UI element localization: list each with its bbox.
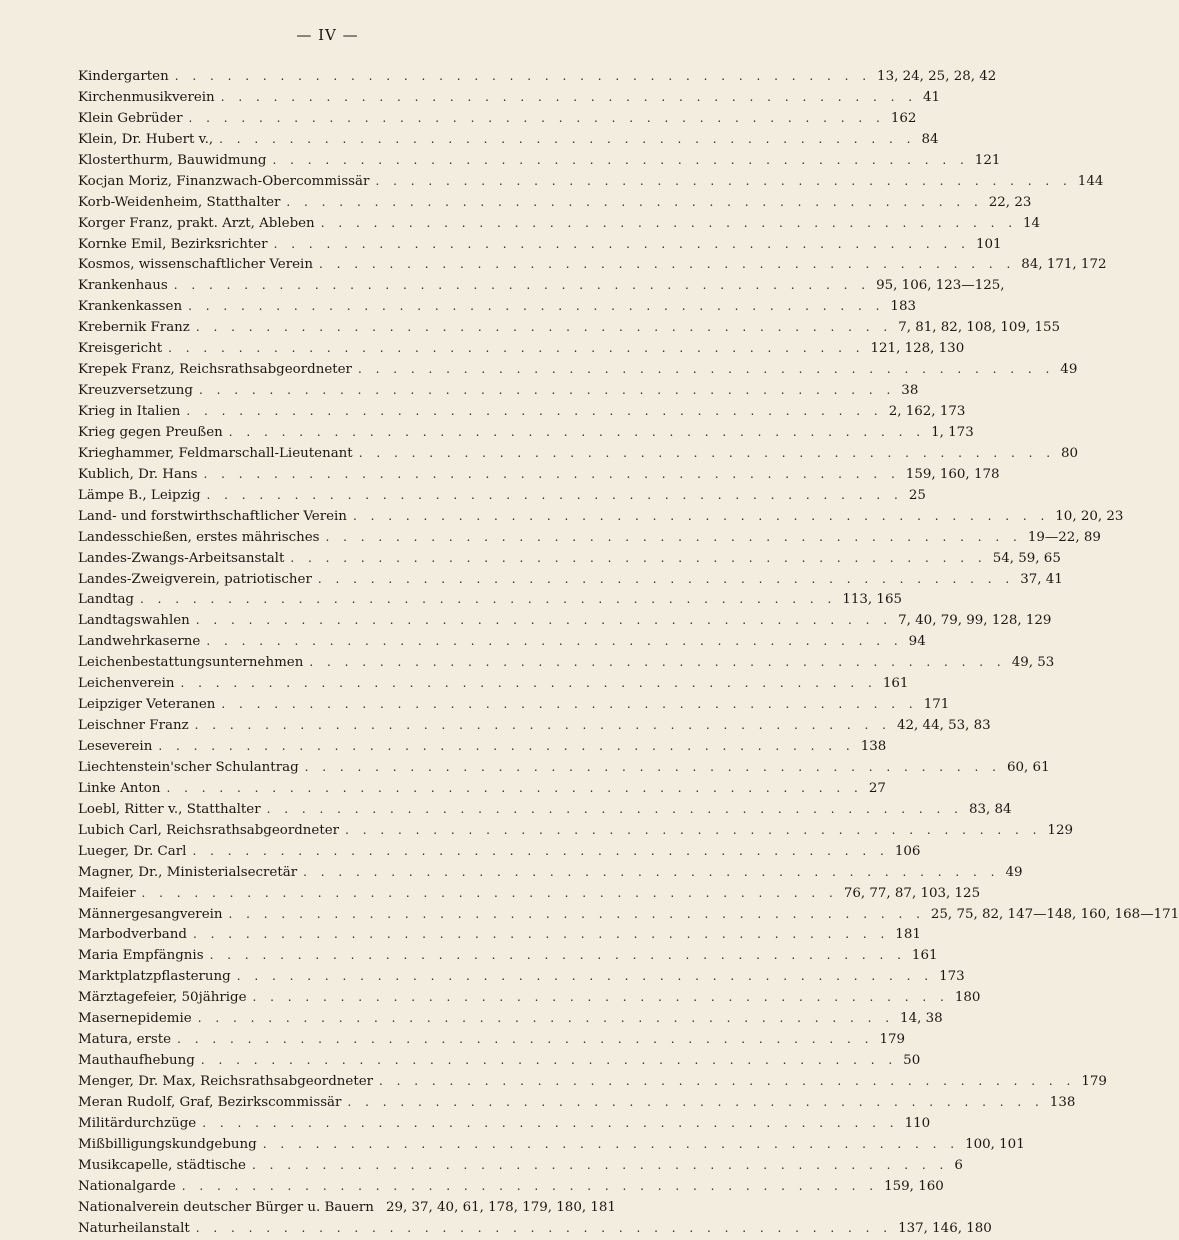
index-entry (78, 380, 919, 401)
dot-leader: . . . . . . . . . . . . . . . . . . . . . . . . . . . . . . . . . . . . . . . . (309, 655, 1006, 670)
dot-leader: . . . . . . . . . . . . . . . . . . . . . . . . . . . . . . . . . . . . . . . . (177, 1032, 874, 1047)
index-entry (78, 924, 921, 945)
dot-leader: . . . . . . . . . . . . . . . . . . . . . . . . . . . . . . . . . . . . . . . . (186, 404, 883, 418)
dot-leader: . . . . . . . . . . . . . . . . . . . . . . . . . . . . . . . . . . . . . . . . (262, 1136, 960, 1151)
entry-term: Märztagefeier, 50jährige (78, 990, 247, 1006)
entry-pages: 138 (860, 739, 887, 754)
entry-pages: 121, 128, 130 (870, 341, 965, 357)
entry-pages: 49 (1005, 864, 1023, 880)
entry-term: Kirchenmusikverein (78, 89, 215, 105)
index-entry (78, 1029, 906, 1050)
entry-pages: 7, 40, 79, 99, 128, 129 (898, 613, 1052, 629)
dot-leader: . . . . . . . . . . . . . . . . . . . . . . . . . . . . . . . . . . . . . . . . (228, 424, 926, 439)
index-entry (78, 275, 1005, 296)
entry-term: Krieg gegen Preußen (78, 424, 223, 440)
entry-term: Naturheilanstalt (78, 1220, 190, 1236)
dot-leader: . . . . . . . . . . . . . . . . . . . . . . . . . . . . . . . . . . . . . . . . (228, 906, 925, 921)
entry-pages: 179 (1081, 1074, 1107, 1089)
entry-pages: 49 (1060, 362, 1078, 378)
index-entry (78, 234, 1002, 255)
dot-leader: . . . . . . . . . . . . . . . . . . . . . . . . . . . . . . . . . . . . . . . . (158, 739, 855, 753)
index-entry (78, 694, 950, 715)
dot-leader: . . . . . . . . . . . . . . . . . . . . . . . . . . . . . . . . . . . . . . . . (303, 864, 1000, 879)
entry-pages: 19—22, 89 (1027, 529, 1101, 545)
entry-term: Kornke Emil, Bezirksrichter (78, 236, 268, 252)
entry-term: Leseverein (78, 739, 153, 754)
index-entry (78, 548, 1061, 569)
entry-term: Leichenverein (78, 676, 175, 692)
index-entry (78, 1134, 1025, 1155)
dot-leader: . . . . . . . . . . . . . . . . . . . . . . . . . . . . . . . . . . . . . . . . (286, 194, 983, 209)
entry-pages: 7, 81, 82, 108, 109, 155 (898, 320, 1061, 336)
dot-leader: . . . . . . . . . . . . . . . . . . . . . . . . . . . . . . . . . . . . . . . . (318, 257, 1016, 272)
index-entry (78, 1050, 921, 1071)
entry-term: Krieghammer, Feldmarschall-Lieutenant (78, 445, 353, 461)
index-entry (78, 904, 1179, 925)
entry-pages: 95, 106, 123—125, (876, 278, 1005, 294)
entry-pages: 80 (1061, 445, 1079, 461)
entry-pages: 13, 24, 25, 28, 42 (877, 69, 997, 84)
entry-term: Nationalgarde (78, 1178, 176, 1194)
index-entry (78, 987, 981, 1008)
index-entry (78, 736, 887, 757)
entry-pages: 113, 165 (842, 592, 902, 608)
entry-term: Männergesangverein (78, 906, 223, 922)
entry-pages: 37, 41 (1020, 571, 1063, 587)
entry-pages: 41 (923, 89, 941, 105)
index-entry (78, 66, 997, 87)
index-entries (78, 66, 1179, 1239)
entry-term: Kocjan Moriz, Finanzwach-Obercommissär (78, 173, 370, 189)
dot-leader: . . . . . . . . . . . . . . . . . . . . . . . . . . . . . . . . . . . . . . . . (358, 445, 1056, 460)
index-entry (78, 422, 974, 443)
index-entry (78, 338, 965, 359)
index-entry (78, 359, 1078, 380)
entry-pages: 162 (890, 110, 917, 126)
entry-pages: 110 (904, 1115, 931, 1131)
index-entry (78, 820, 1073, 841)
entry-term: Leischner Franz (78, 718, 189, 734)
index-entry (78, 778, 886, 799)
entry-term: Mauthaufhebung (78, 1053, 195, 1069)
dot-leader: . . . . . . . . . . . . . . . . . . . . . . . . . . . . . . . . . . . . . . . . (375, 173, 1072, 188)
index-entry (78, 1071, 1107, 1092)
entry-pages: 49, 53 (1011, 655, 1055, 671)
entry-pages: 25, 75, 82, 147—148, 160, 168—171 (930, 906, 1179, 922)
dot-leader: . . . . . . . . . . . . . . . . . . . . . . . . . . . . . . . . . . . . . . . . (236, 969, 934, 984)
index-entry (78, 610, 1052, 631)
entry-term: Loebl, Ritter v., Statthalter (78, 801, 261, 817)
entry-pages: 138 (1049, 1094, 1076, 1110)
entry-pages: 180 (954, 990, 981, 1006)
index-entry (78, 171, 1104, 192)
entry-term: Korb-Weidenheim, Statthalter (78, 194, 281, 210)
entry-pages: 54, 59, 65 (992, 550, 1061, 566)
dot-leader: . . . . . . . . . . . . . . . . . . . . . . . . . . . . . . . . . . . . . . . . (202, 1115, 899, 1130)
entry-pages: 183 (890, 299, 916, 315)
dot-leader: . . . . . . . . . . . . . . . . . . . . . . . . . . . . . . . . . . . . . . . . (141, 885, 838, 900)
entry-term: Kreisgericht (78, 341, 163, 357)
entry-term: Krieg in Italien (78, 404, 181, 419)
entry-pages: 84, 171, 172 (1021, 257, 1107, 273)
index-entry (78, 883, 981, 904)
dot-leader: . . . . . . . . . . . . . . . . . . . . . . . . . . . . . . . . . . . . . . . . (140, 592, 837, 607)
entry-term: Korger Franz, prakt. Arzt, Ableben (78, 215, 315, 231)
entry-pages: 161 (882, 676, 909, 692)
dot-leader: . . . . . . . . . . . . . . . . . . . . . . . . . . . . . . . . . . . . . . . . (174, 69, 872, 83)
index-entry (78, 673, 909, 694)
entry-pages: 14 (1023, 215, 1041, 231)
entry-term: Meran Rudolf, Graf, Bezirkscommissär (78, 1094, 342, 1110)
dot-leader: . . . . . . . . . . . . . . . . . . . . . . . . . . . . . . . . . . . . . . . . (317, 571, 1015, 586)
entry-term: Kreuzversetzung (78, 383, 193, 399)
entry-term: Klein, Dr. Hubert v., (78, 131, 214, 147)
dot-leader: . . . . . . . . . . . . . . . . . . . . . . . . . . . . . . . . . . . . . . . . (220, 89, 918, 104)
entry-term: Kublich, Dr. Hans (78, 466, 198, 482)
entry-pages: 161 (911, 948, 938, 964)
entry-pages: 84 (921, 131, 939, 147)
dot-leader: . . . . . . . . . . . . . . . . . . . . . . . . . . . . . . . . . . . . . . . . (195, 320, 893, 335)
entry-term: Musikcapelle, städtische (78, 1157, 246, 1173)
entry-pages: 171 (923, 697, 950, 713)
dot-leader: . . . . . . . . . . . . . . . . . . . . . . . . . . . . . . . . . . . . . . . . (206, 487, 903, 502)
entry-term: Marbodverband (78, 927, 187, 943)
index-entry (78, 799, 1012, 820)
entry-term: Matura, erste (78, 1032, 172, 1048)
dot-leader: . . . . . . . . . . . . . . . . . . . . . . . . . . . . . . . . . . . . . . . . (173, 278, 871, 293)
dot-leader: . . . . . . . . . . . . . . . . . . . . . . . . . . . . . . . . . . . . . . . . (197, 1011, 895, 1026)
entry-pages: 22, 23 (988, 194, 1032, 210)
dot-leader: . . . . . . . . . . . . . . . . . . . . . . . . . . . . . . . . . . . . . . . . (304, 759, 1001, 774)
entry-term: Linke Anton (78, 780, 161, 796)
page-header: — IV — (296, 26, 359, 44)
entry-pages: 173 (939, 969, 965, 985)
entry-term: Landes-Zwangs-Arbeitsanstalt (78, 550, 285, 566)
entry-pages: 101 (975, 236, 1002, 252)
entry-pages: 76, 77, 87, 103, 125 (843, 885, 981, 901)
dot-leader: . . . . . . . . . . . . . . . . . . . . . . . . . . . . . . . . . . . . . . . . (209, 948, 906, 963)
entry-term: Krepek Franz, Reichsrathsabgeordneter (78, 362, 352, 378)
index-entry (78, 443, 1079, 464)
dot-leader: . . . . . . . . . . . . . . . . . . . . . . . . . . . . . . . . . . . . . . . . (290, 550, 987, 565)
entry-term: Maria Empfängnis (78, 948, 204, 964)
index-entry (78, 1218, 992, 1239)
entry-term: Militärdurchzüge (78, 1115, 197, 1131)
dot-leader: . . . . . . . . . . . . . . . . . . . . . . . . . . . . . . . . . . . . . . . . (181, 1178, 879, 1193)
dot-leader: . . . . . . . . . . . . . . . . . . . . . . . . . . . . . . . . . . . . . . . . (357, 362, 1055, 377)
index-entry (78, 296, 916, 317)
entry-pages: 100, 101 (965, 1136, 1025, 1152)
index-entry (78, 254, 1107, 275)
entry-term: Landesschießen, erstes mährisches (78, 529, 320, 545)
index-entry (78, 757, 1050, 778)
index-entry (78, 841, 921, 862)
entry-pages: 137, 146, 180 (898, 1220, 992, 1236)
entry-pages: 1, 173 (931, 424, 974, 440)
index-entry (78, 1092, 1076, 1113)
entry-pages: 179 (879, 1032, 906, 1048)
dot-leader: . . . . . . . . . . . . . . . . . . . . . . . . . . . . . . . . . . . . . . . . (203, 466, 900, 481)
dot-leader: . . . . . . . . . . . . . . . . . . . . . . . . . . . . . . . . . . . . . . . . (272, 152, 969, 167)
entry-term: Landtag (78, 592, 135, 608)
dot-leader: . . . . . . . . . . . . . . . . . . . . . . . . . . . . . . . . . . . . . . . . (221, 697, 918, 712)
dot-leader: . . . . . . . . . . . . . . . . . . . . . . . . . . . . . . . . . . . . . . . . (200, 1053, 898, 1068)
dot-leader: . . . . . . . . . . . . . . . . . . . . . . . . . . . . . . . . . . . . . . . . (219, 131, 916, 146)
dot-leader: . . . . . . . . . . . . . . . . . . . . . . . . . . . . . . . . . . . . . . . . (168, 341, 865, 356)
entry-term: Krankenhaus (78, 278, 168, 294)
index-entry (78, 589, 902, 610)
entry-term: Mißbilligungskundgebung (78, 1136, 257, 1152)
entry-pages: 159, 160, 178 (905, 466, 1000, 482)
entry-term: Kosmos, wissenschaftlicher Verein (78, 257, 313, 273)
entry-term: Leichenbestattungsunternehmen (78, 655, 304, 671)
dot-leader: . . . . . . . . . . . . . . . . . . . . . . . . . . . . . . . . . . . . . . . . (379, 1074, 1076, 1088)
dot-leader: . . . . . . . . . . . . . . . . . . . . . . . . . . . . . . . . . . . . . . . . (352, 508, 1050, 523)
dot-leader: . . . . . . . . . . . . . . . . . . . . . . . . . . . . . . . . . . . . . . . . (195, 613, 893, 628)
entry-term: Lueger, Dr. Carl (78, 843, 187, 859)
entry-term: Masernepidemie (78, 1011, 192, 1027)
entry-pages: 144 (1077, 173, 1104, 189)
dot-leader: . . . . . . . . . . . . . . . . . . . . . . . . . . . . . . . . . . . . . . . . (192, 927, 890, 942)
index-entry (78, 464, 1000, 485)
dot-leader: . . . . . . . . . . . . . . . . . . . . . . . . . . . . . . . . . . . . . . . . (251, 1157, 949, 1172)
entry-pages: 159, 160 (884, 1178, 944, 1194)
dot-leader: . . . . . . . . . . . . . . . . . . . . . . . . . . . . . . . . . . . . . . . . (345, 822, 1042, 837)
index-entry (78, 1008, 943, 1029)
index-entry (78, 652, 1055, 673)
entry-term: Klosterthurm, Bauwidmung (78, 152, 267, 168)
entry-term: Marktplatzpflasterung (78, 969, 231, 985)
dot-leader: . . . . . . . . . . . . . . . . . . . . . . . . . . . . . . . . . . . . . . . . (180, 676, 877, 691)
entry-pages: 42, 44, 53, 83 (897, 718, 991, 734)
dot-leader: . . . . . . . . . . . . . . . . . . . . . . . . . . . . . . . . . . . . . . . . (166, 780, 863, 795)
index-entry (78, 527, 1101, 548)
entry-term: Leipziger Veteranen (78, 697, 216, 713)
dot-leader: . . . . . . . . . . . . . . . . . . . . . . . . . . . . . . . . . . . . . . . . (188, 110, 885, 125)
entry-term: Krankenkassen (78, 299, 183, 315)
dot-leader: . . . . . . . . . . . . . . . . . . . . . . . . . . . . . . . . . . . . . . . . (320, 215, 1018, 230)
entry-pages: 27 (868, 780, 886, 796)
entry-pages: 10, 20, 23 (1055, 508, 1124, 524)
index-entry (78, 485, 926, 506)
index-entry (78, 631, 926, 652)
index-entry (78, 945, 938, 966)
entry-term: Kindergarten (78, 69, 169, 84)
entry-term: Liechtenstein'scher Schulantrag (78, 759, 299, 775)
entry-term: Menger, Dr. Max, Reichsrathsabgeordneter (78, 1074, 374, 1089)
index-entry (78, 129, 939, 150)
entry-term: Landwehrkaserne (78, 634, 201, 650)
entry-term: Landtagswahlen (78, 613, 190, 629)
entry-pages: 83, 84 (968, 801, 1012, 817)
dot-leader: . . . . . . . . . . . . . . . . . . . . . . . . . . . . . . . . . . . . . . . . (347, 1094, 1044, 1109)
index-entry (78, 1155, 963, 1176)
entry-term: Landes-Zweigverein, patriotischer (78, 571, 312, 587)
index-entry (78, 506, 1124, 527)
entry-term: Klein Gebrüder (78, 110, 183, 126)
dot-leader: . . . . . . . . . . . . . . . . . . . . . . . . . . . . . . . . . . . . . . . . (252, 990, 949, 1005)
entry-pages: 121 (974, 152, 1001, 168)
index-entry (78, 150, 1001, 171)
entry-pages: 129 (1047, 822, 1073, 838)
entry-pages: 50 (903, 1053, 921, 1069)
index-entry (78, 108, 917, 129)
index-entry (78, 569, 1063, 590)
index-entry (78, 1197, 616, 1218)
entry-pages: 60, 61 (1007, 759, 1050, 775)
entry-pages: 38 (901, 383, 919, 399)
index-entry (78, 715, 991, 736)
entry-term: Maifeier (78, 885, 136, 901)
entry-pages: 106 (894, 843, 921, 859)
dot-leader: . . . . . . . . . . . . . . . . . . . . . . . . . . . . . . . . . . . . . . . . (192, 843, 889, 858)
dot-leader: . . . . . . . . . . . . . . . . . . . . . . . . . . . . . . . . . . . . . . . . (273, 236, 970, 251)
dot-leader: . . . . . . . . . . . . . . . . . . . . . . . . . . . . . . . . . . . . . . . . (195, 1220, 893, 1235)
entry-pages: 6 (954, 1157, 963, 1173)
dot-leader: . . . . . . . . . . . . . . . . . . . . . . . . . . . . . . . . . . . . . . . . (198, 383, 896, 398)
entry-term: Land- und forstwirthschaftlicher Verein (78, 508, 347, 524)
entry-pages: 94 (908, 634, 926, 650)
index-entry (78, 1113, 931, 1134)
entry-pages: 181 (895, 927, 921, 943)
entry-term: Lämpe B., Leipzig (78, 487, 201, 503)
dot-leader: . . . . . . . . . . . . . . . . . . . . . . . . . . . . . . . . . . . . . . . . (188, 299, 885, 314)
entry-pages: 29, 37, 40, 61, 178, 179, 180, 181 (385, 1199, 616, 1215)
index-entry (78, 317, 1061, 338)
entry-pages: 14, 38 (900, 1011, 943, 1027)
dot-leader: . . . . . . . . . . . . . . . . . . . . . . . . . . . . . . . . . . . . . . . . (206, 634, 903, 649)
dot-leader: . . . . . . . . . . . . . . . . . . . . . . . . . . . . . . . . . . . . . . . . (194, 718, 891, 733)
dot-leader: . . . . . . . . . . . . . . . . . . . . . . . . . . . . . . . . . . . . . . . . (266, 801, 963, 816)
entry-term: Magner, Dr., Ministerialsecretär (78, 864, 298, 880)
entry-term: Lubich Carl, Reichsrathsabgeordneter (78, 822, 340, 838)
entry-pages: 2, 162, 173 (888, 404, 966, 419)
index-entry (78, 966, 965, 987)
index-entry (78, 862, 1023, 883)
index-entry (78, 401, 966, 422)
index-entry (78, 213, 1041, 234)
index-entry (78, 87, 941, 108)
index-entry (78, 1176, 944, 1197)
dot-leader: . . . . . . . . . . . . . . . . . . . . . . . . . . . . . . . . . . . . . . . . (325, 529, 1022, 544)
entry-pages: 25 (908, 487, 926, 503)
entry-term: Nationalverein deutscher Bürger u. Bauern (78, 1199, 374, 1215)
index-entry (78, 192, 1032, 213)
entry-term: Krebernik Franz (78, 320, 190, 336)
